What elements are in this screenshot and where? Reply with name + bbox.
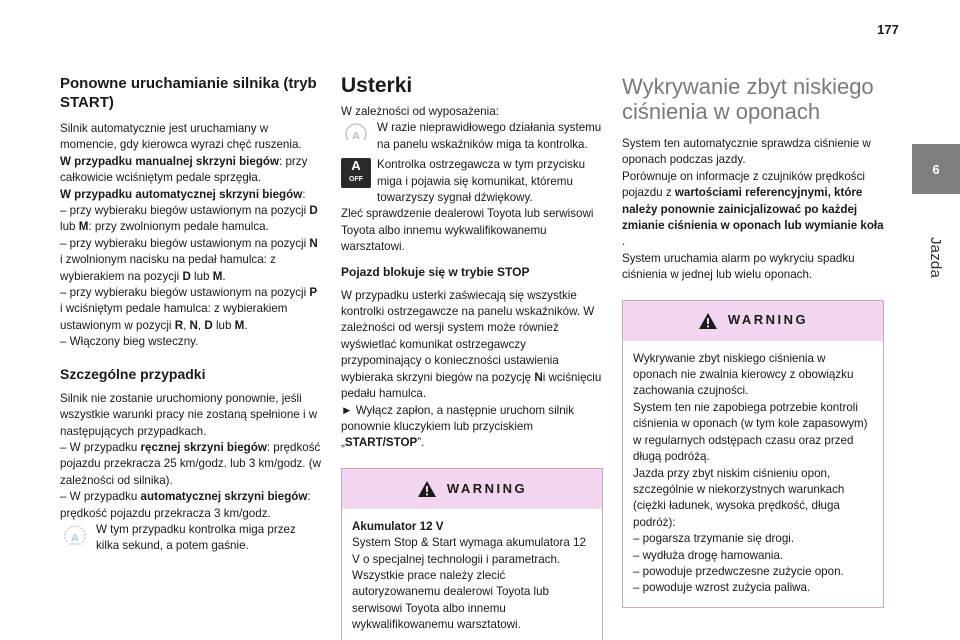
auto-stop-lamp-icon — [341, 122, 371, 144]
off-label: OFF — [349, 175, 363, 183]
warning-body — [623, 341, 883, 607]
list-item: – pogarsza trzymanie się drogi. — [633, 532, 795, 546]
column-faults — [341, 74, 603, 640]
heading-faults: Usterki — [341, 74, 413, 97]
heading-tyre-pressure: Wykrywanie zbyt niskiego ciśnienia w oponach — [622, 74, 874, 124]
heading-special-cases: Szczególne przypadki — [60, 365, 206, 382]
icon-note-text: W tym przypadku kontrolka miga przez kilka sekund, a potem gaśnie. — [96, 522, 296, 553]
warning-text: Jazda przy zbyt niskim ciśnieniu opon, szczególnie w niekorzystnych warunkach (ciężki ładunek, wysoka prędkość, długa podróż): — [633, 466, 845, 529]
dealer-check-text: Zleć sprawdzenie dealerowi Toyota lub serwisowi Toyota albo innemu wykwalifikowanemu warsztatowi. — [341, 207, 594, 254]
list-item: – powoduje wzrost zużycia paliwa. — [633, 581, 811, 595]
list-item: – przy wybieraku biegów ustawionym na pozycji P i wciśniętym pedale hamulca: z wybierakiem ustawionym w pozycji R, N, D lub M. — [60, 286, 318, 332]
warning-triangle-icon — [698, 312, 718, 330]
warning-text: System Stop & Start wymaga akumulatora 12 V o specjalnej technologii i parametrach. Wszystkie prace należy zlecić autoryzowanemu dealerowi Toyota lub serwisowi Toyota albo innemu wykwalifikowanemu warsztatowi. — [352, 536, 586, 632]
warning-triangle-icon — [417, 480, 437, 498]
manual-gearbox-label: W przypadku manualnej skrzyni biegów — [60, 154, 280, 168]
warning-box-battery — [341, 468, 603, 640]
heading-stop-lock: Pojazd blokuje się w trybie STOP — [341, 264, 530, 279]
warning-label: WARNING — [727, 312, 809, 328]
list-item: – W przypadku automatycznej skrzyni biegów: prędkość pojazdu przekracza 3 km/godz. — [60, 490, 311, 520]
warning-text: System ten nie zapobiega potrzebie kontroli ciśnienia w oponach (w tym kole zapasowym) w regularnych odstępach czasu oraz przed długą podróżą. — [633, 400, 868, 464]
fault-lamp-text: W razie nieprawidłowego działania systemu na panelu wskaźników miga ta kontrolka. — [377, 121, 602, 151]
list-item: – przy wybieraku biegów ustawionym na pozycji N i zwolnionym nacisku na pedał hamulca: z wybierakiem na pozycji D lub M. — [60, 236, 318, 283]
restart-instruction: ► Wyłącz zapłon, a następnie uruchom silnik ponownie kluczykiem lub przyciskiem „START/STOP”. — [341, 403, 575, 450]
off-button-note — [341, 157, 603, 206]
warning-box-tyres — [622, 300, 884, 608]
manual-gearbox-paragraph — [60, 154, 322, 187]
icon-note — [60, 522, 322, 555]
restart-intro: Silnik automatycznie jest uruchamiany w momencie, gdy kierowca wyrazi chęć ruszenia. — [60, 122, 302, 152]
tyre-reference-text: Porównuje on informacje z czujników prędkości pojazdu z wartościami referencyjnymi, które należy ponownie zainicjalizować po każdej zmianie ciśnienia w oponach lub wymianie koła . — [622, 169, 884, 249]
column-restart — [60, 74, 322, 555]
faults-intro: W zależności od wyposażenia: — [341, 105, 499, 118]
list-item: – przy wybieraku biegów ustawionym na pozycji D lub M: przy zwolnionym pedale hamulca. — [60, 204, 318, 234]
tyre-intro: System ten automatycznie sprawdza ciśnienie w oponach podczas jazdy. — [622, 137, 871, 167]
warning-header — [342, 469, 602, 509]
heading-restart: Ponowne uruchamianie silnika (tryb START) — [60, 75, 317, 111]
auto-gearbox-text: : — [302, 187, 306, 201]
tyre-alarm-text: System uruchamia alarm po wykryciu spadku ciśnienia w jednej lub wielu oponach. — [622, 251, 855, 282]
warning-title: Akumulator 12 V — [352, 519, 444, 533]
warning-body — [342, 509, 602, 640]
svg-text:A: A — [352, 131, 360, 143]
warning-text: Wykrywanie zbyt niskiego ciśnienia w oponach nie zwalnia kierowcy z obowiązku zachowania czujności. — [633, 351, 854, 398]
auto-gearbox-paragraph — [60, 187, 322, 203]
chapter-title: Jazda — [927, 236, 945, 278]
column-tyre-pressure — [622, 74, 884, 608]
special-cases-intro: Silnik nie zostanie uruchomiony ponownie, jeśli wszystkie warunki pracy nie zostaną spełnione i w następujących przypadkach. — [60, 391, 318, 438]
auto-gearbox-label: W przypadku automatycznej skrzyni biegów — [60, 187, 303, 201]
svg-text:A: A — [71, 532, 79, 544]
auto-stop-lamp-icon — [60, 524, 90, 546]
off-button-text: Kontrolka ostrzegawcza w tym przycisku miga i pojawia się komunikat, któremu towarzyszy sygnał dźwiękowy. — [377, 158, 586, 205]
list-item: – W przypadku ręcznej skrzyni biegów: prędkość pojazdu przekracza 25 km/godz. lub 3 km/godz. (w zależności od silnika). — [60, 440, 321, 487]
fault-lamp-note — [341, 120, 603, 153]
page-number: 177 — [877, 22, 899, 37]
stop-start-off-icon: A OFF — [341, 158, 371, 188]
list-item: – wydłuża drogę hamowania. — [633, 548, 784, 562]
stop-lock-text: W przypadku usterki zaświecają się wszystkie kontrolki ostrzegawcze na panelu wskaźników. W zależności od wersji system może również wyświetlać komunikat ostrzegawczy przypominający o konieczności ustawienia wybieraka skrzyni biegów na pozycję Ni wciśnięciu pedału hamulca. — [341, 288, 602, 401]
chapter-tab[interactable]: 6 — [912, 144, 960, 194]
warning-header — [623, 301, 883, 341]
list-item: – powoduje przedwczesne zużycie opon. — [633, 564, 844, 578]
warning-label: WARNING — [446, 480, 528, 496]
chapter-label — [918, 222, 954, 292]
list-item: – Włączony bieg wsteczny. — [60, 335, 199, 349]
manual-gearbox-text: : przy całkowicie wciśniętym pedale sprzęgła. — [60, 154, 308, 185]
